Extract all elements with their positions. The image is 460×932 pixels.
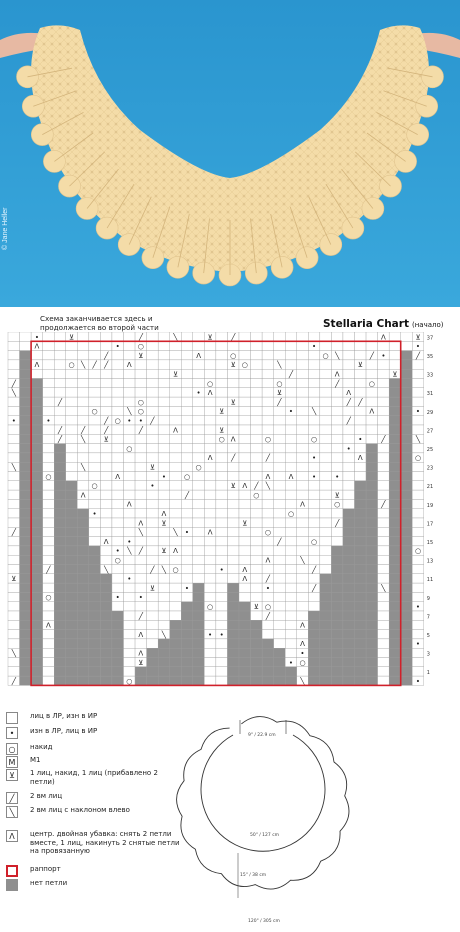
svg-text:╱: ╱: [335, 379, 340, 388]
svg-text:Λ: Λ: [161, 510, 167, 518]
svg-text:╲: ╲: [265, 482, 271, 491]
svg-text:⊻: ⊻: [276, 389, 282, 398]
repeat-box-icon: [6, 865, 18, 877]
svg-text:•: •: [219, 630, 224, 639]
row-number: 13: [426, 558, 434, 565]
svg-text:○: ○: [126, 677, 133, 686]
svg-text:╲: ╲: [381, 584, 386, 593]
svg-text:Λ: Λ: [242, 575, 248, 584]
legend-item: [6, 879, 180, 891]
svg-text:○: ○: [207, 603, 214, 611]
svg-text:╲: ╲: [80, 435, 86, 444]
svg-text:○: ○: [264, 603, 271, 611]
svg-text:╱: ╱: [80, 426, 86, 435]
chart-note-line2: продолжается во второй части: [40, 323, 159, 332]
svg-text:•: •: [127, 575, 132, 584]
svg-text:╱: ╱: [104, 426, 109, 435]
svg-text:╱: ╱: [46, 565, 51, 574]
row-number: 1: [426, 670, 430, 677]
legend-item: [6, 756, 180, 768]
svg-text:Λ: Λ: [242, 565, 248, 574]
row-number: 25: [426, 447, 434, 453]
legend-label: центр. двойная убавка: снять 2 петли вместе, 1 лиц, накинуть 2 снятые петли на провязанную: [30, 830, 180, 855]
svg-text:╱: ╱: [265, 612, 271, 621]
svg-text:╲: ╲: [335, 351, 340, 360]
svg-text:•: •: [358, 435, 363, 444]
svg-text:╱: ╱: [254, 482, 259, 491]
svg-text:╲: ╲: [311, 407, 317, 416]
row-number: 3: [426, 651, 430, 658]
svg-text:╲: ╲: [11, 649, 16, 658]
svg-text:╱: ╱: [231, 454, 236, 463]
row-number: 37: [426, 335, 434, 342]
svg-text:○: ○: [311, 537, 318, 546]
svg-text:○: ○: [114, 556, 121, 565]
svg-text:Λ: Λ: [381, 333, 386, 342]
svg-text:•: •: [34, 333, 39, 342]
svg-text:Λ: Λ: [207, 454, 213, 463]
svg-text:•: •: [288, 658, 294, 667]
svg-text:╱: ╱: [346, 398, 351, 407]
svg-text:⊻: ⊻: [207, 333, 213, 342]
legend-item: [6, 769, 180, 786]
svg-text:⊻: ⊻: [149, 463, 155, 472]
svg-text:•: •: [288, 407, 294, 416]
svg-text:╱: ╱: [11, 677, 16, 686]
svg-text:⊻: ⊻: [149, 584, 155, 593]
svg-text:•: •: [312, 342, 317, 351]
svg-text:Λ: Λ: [346, 389, 352, 398]
legend-label: 2 вм лиц: [30, 792, 63, 800]
svg-text:Λ: Λ: [300, 621, 305, 630]
row-number: 23: [426, 465, 434, 472]
svg-text:○: ○: [322, 351, 329, 360]
svg-text:⊻: ⊻: [230, 398, 236, 407]
legend-item: [6, 743, 180, 755]
svg-text:Λ: Λ: [207, 389, 213, 398]
svg-text:○: ○: [287, 510, 295, 518]
svg-text:╱: ╱: [335, 519, 340, 528]
legend-label: лиц в ЛР, изн в ИР: [30, 712, 98, 720]
svg-text:•: •: [265, 584, 270, 593]
svg-text:╱: ╱: [265, 575, 271, 584]
svg-text:Λ: Λ: [265, 472, 271, 481]
svg-text:Λ: Λ: [138, 519, 144, 528]
svg-text:╱: ╱: [381, 435, 386, 444]
svg-text:╱: ╱: [11, 379, 16, 388]
double-decrease-icon: Λ: [6, 830, 18, 842]
svg-text:•: •: [312, 472, 317, 481]
svg-text:⊻: ⊻: [11, 575, 17, 584]
svg-text:╲: ╲: [127, 407, 132, 416]
svg-text:Λ: Λ: [138, 649, 144, 658]
svg-text:╲: ╲: [277, 361, 282, 370]
svg-text:•: •: [415, 677, 421, 686]
svg-text:╱: ╱: [346, 417, 351, 425]
svg-text:⊻: ⊻: [392, 370, 398, 379]
legend-item: [6, 727, 180, 739]
svg-text:Λ: Λ: [300, 500, 305, 509]
svg-text:╱: ╱: [11, 528, 16, 537]
svg-text:╱: ╱: [138, 547, 143, 556]
legend-label: M1: [30, 756, 41, 764]
svg-text:Λ: Λ: [173, 426, 178, 435]
svg-text:╲: ╲: [138, 528, 143, 537]
svg-text:○: ○: [414, 454, 422, 463]
svg-text:•: •: [346, 444, 351, 453]
svg-text:Λ: Λ: [126, 500, 132, 509]
schematic-drawing: [168, 708, 460, 928]
svg-text:•: •: [381, 351, 386, 360]
svg-text:•: •: [115, 593, 120, 602]
svg-text:⊻: ⊻: [357, 361, 363, 370]
svg-text:Λ: Λ: [34, 342, 40, 351]
ssk-icon: ╲: [6, 806, 18, 818]
svg-text:⊻: ⊻: [103, 435, 109, 444]
svg-text:○: ○: [91, 482, 98, 491]
svg-text:•: •: [127, 537, 132, 546]
svg-text:╱: ╱: [231, 333, 236, 342]
row-number: 27: [426, 428, 434, 435]
legend-label: накид: [30, 743, 53, 751]
legend-item: [6, 712, 180, 724]
row-number: 19: [426, 502, 434, 509]
svg-text:╲: ╲: [161, 565, 167, 574]
svg-text:╱: ╱: [184, 491, 190, 500]
svg-text:╲: ╲: [300, 677, 305, 686]
svg-text:⊻: ⊻: [138, 658, 144, 667]
svg-text:•: •: [415, 342, 421, 351]
svg-text:•: •: [219, 565, 224, 574]
svg-text:Λ: Λ: [173, 547, 178, 556]
svg-text:╱: ╱: [381, 500, 386, 509]
svg-text:╱: ╱: [150, 565, 155, 574]
svg-text:○: ○: [241, 361, 248, 370]
svg-text:•: •: [184, 528, 190, 537]
svg-text:╲: ╲: [80, 361, 86, 370]
svg-text:•: •: [92, 510, 97, 518]
svg-text:○: ○: [207, 379, 214, 388]
svg-text:⊻: ⊻: [138, 351, 144, 360]
svg-text:○: ○: [311, 435, 318, 444]
svg-text:○: ○: [45, 593, 52, 602]
svg-text:╲: ╲: [104, 565, 109, 574]
svg-text:•: •: [300, 649, 305, 658]
svg-text:Λ: Λ: [34, 361, 40, 370]
dot-icon: •: [6, 727, 18, 739]
svg-text:╱: ╱: [104, 417, 109, 425]
svg-text:Λ: Λ: [207, 528, 213, 537]
svg-text:•: •: [196, 389, 201, 398]
row-number: 11: [426, 577, 434, 584]
svg-text:╱: ╱: [265, 454, 271, 463]
row-number: 9: [426, 595, 430, 602]
svg-text:╱: ╱: [358, 398, 363, 407]
svg-text:Λ: Λ: [80, 491, 86, 500]
svg-text:○: ○: [276, 379, 283, 388]
legend-item: [6, 806, 180, 818]
svg-text:•: •: [115, 342, 120, 351]
svg-text:⊻: ⊻: [415, 333, 421, 342]
svg-text:○: ○: [264, 528, 271, 537]
svg-text:•: •: [11, 417, 16, 425]
svg-text:○: ○: [368, 379, 375, 388]
svg-text:╱: ╱: [138, 426, 143, 435]
shawl-photo: [0, 0, 460, 307]
svg-text:╲: ╲: [11, 389, 16, 398]
svg-text:╱: ╱: [288, 370, 294, 379]
svg-text:⊻: ⊻: [172, 370, 179, 379]
svg-text:○: ○: [183, 472, 191, 481]
svg-text:╲: ╲: [11, 463, 16, 472]
schematic-inner-length: 50" / 127 cm: [250, 833, 280, 838]
svg-text:╱: ╱: [57, 435, 63, 444]
svg-text:○: ○: [114, 417, 121, 425]
svg-text:○: ○: [230, 351, 237, 360]
svg-text:•: •: [415, 603, 421, 611]
svg-text:•: •: [312, 454, 317, 463]
svg-text:○: ○: [126, 444, 133, 453]
svg-text:○: ○: [137, 342, 144, 351]
no-stitch-icon: [6, 879, 18, 891]
row-number: 35: [426, 354, 434, 360]
legend-label: нет петли: [30, 879, 68, 887]
svg-text:⊻: ⊻: [68, 333, 75, 342]
row-number: 17: [426, 521, 434, 528]
svg-text:○: ○: [45, 472, 52, 481]
svg-text:╱: ╱: [104, 361, 109, 370]
svg-text:Λ: Λ: [288, 472, 294, 481]
svg-text:╲: ╲: [127, 547, 132, 556]
svg-text:╱: ╱: [369, 351, 374, 360]
shawl-illustration: [0, 0, 460, 307]
svg-text:⊻: ⊻: [230, 361, 236, 370]
svg-text:Λ: Λ: [103, 537, 109, 546]
svg-text:Λ: Λ: [300, 640, 305, 649]
svg-text:Λ: Λ: [230, 435, 236, 444]
svg-text:╱: ╱: [57, 398, 63, 407]
svg-text:○: ○: [195, 463, 202, 472]
chart-note-line1: Схема заканчивается здесь и: [40, 314, 153, 323]
svg-text:Λ: Λ: [265, 556, 271, 565]
legend-item: [6, 792, 180, 804]
svg-text:⊻: ⊻: [161, 547, 167, 556]
svg-text:⊻: ⊻: [219, 407, 225, 416]
svg-text:○: ○: [264, 435, 271, 444]
svg-text:Λ: Λ: [115, 472, 121, 481]
m1-icon: M: [6, 756, 18, 768]
k2tog-icon: ╱: [6, 792, 18, 804]
row-number: 15: [426, 540, 434, 546]
svg-text:•: •: [150, 482, 155, 491]
svg-text:╱: ╱: [415, 351, 421, 360]
svg-text:╱: ╱: [277, 398, 282, 407]
svg-text:○: ○: [253, 491, 260, 500]
svg-text:•: •: [161, 472, 166, 481]
knitting-chart: [0, 332, 460, 704]
svg-text:Λ: Λ: [46, 621, 51, 630]
legend-label: 1 лиц, накид, 1 лиц (прибавлено 2 петли): [30, 769, 158, 786]
svg-text:•: •: [335, 472, 340, 481]
schematic-outer-length: 120" / 305 cm: [248, 919, 280, 924]
svg-text:Λ: Λ: [242, 482, 248, 491]
legend-item: [6, 830, 180, 856]
svg-text:○: ○: [91, 407, 98, 416]
increase-icon: ⊻: [6, 769, 18, 781]
svg-text:Λ: Λ: [334, 370, 340, 379]
yarn-over-icon: ○: [6, 743, 18, 755]
svg-text:•: •: [127, 417, 132, 425]
svg-text:•: •: [415, 640, 421, 649]
svg-text:╱: ╱: [104, 351, 109, 360]
svg-text:•: •: [115, 547, 120, 556]
empty-square-icon: [6, 712, 18, 724]
svg-text:Λ: Λ: [138, 630, 144, 639]
svg-text:⊻: ⊻: [219, 426, 225, 435]
svg-text:○: ○: [414, 547, 422, 556]
svg-text:╲: ╲: [161, 630, 167, 639]
legend-label: раппорт: [30, 865, 61, 873]
svg-text:╲: ╲: [173, 333, 178, 342]
schematic-depth: 15" / 38 cm: [240, 873, 267, 878]
svg-text:╱: ╱: [57, 426, 63, 435]
svg-text:╱: ╱: [150, 417, 155, 425]
svg-text:╲: ╲: [300, 556, 305, 565]
svg-text:○: ○: [137, 407, 144, 416]
row-number: 33: [426, 372, 434, 379]
legend-label: изн в ЛР, лиц в ИР: [30, 727, 98, 735]
svg-text:╱: ╱: [311, 565, 317, 574]
photo-credit: © Jane Heller: [2, 207, 9, 250]
shawl-schematic: [168, 708, 460, 928]
svg-text:⊻: ⊻: [242, 519, 248, 528]
svg-text:╱: ╱: [138, 612, 143, 621]
svg-text:Λ: Λ: [196, 351, 201, 360]
svg-text:⊻: ⊻: [334, 491, 340, 500]
schematic-top-width: 9" / 22.9 cm: [248, 733, 276, 738]
svg-text:╲: ╲: [415, 435, 421, 444]
chart-title-text: Stellaria Chart: [323, 318, 409, 330]
svg-text:╱: ╱: [277, 537, 282, 546]
svg-text:╱: ╱: [138, 333, 143, 342]
svg-text:•: •: [208, 630, 213, 639]
svg-text:○: ○: [172, 565, 179, 574]
chart-subtitle: (начало): [411, 321, 444, 329]
row-number: 7: [426, 614, 430, 621]
svg-text:•: •: [138, 593, 143, 602]
svg-text:⊻: ⊻: [230, 482, 236, 491]
svg-text:Λ: Λ: [126, 361, 132, 370]
svg-text:╲: ╲: [80, 463, 86, 472]
svg-text:Λ: Λ: [357, 454, 363, 463]
legend-item: [6, 865, 180, 877]
row-number: 29: [426, 409, 434, 416]
svg-text:•: •: [184, 584, 190, 593]
row-number: 5: [426, 633, 430, 639]
svg-text:⊻: ⊻: [253, 603, 259, 611]
svg-text:⊻: ⊻: [161, 519, 167, 528]
svg-text:•: •: [415, 407, 421, 416]
svg-text:○: ○: [68, 361, 75, 370]
svg-text:○: ○: [334, 500, 341, 509]
svg-text:╱: ╱: [92, 361, 97, 370]
svg-text:•: •: [46, 417, 51, 425]
row-number: 21: [426, 484, 434, 491]
svg-text:╱: ╱: [311, 584, 317, 593]
svg-text:•: •: [138, 417, 143, 425]
chart-note: [40, 314, 300, 332]
legend-label: 2 вм лиц с наклоном влево: [30, 806, 130, 814]
svg-text:○: ○: [218, 435, 225, 444]
svg-text:╲: ╲: [173, 528, 178, 537]
svg-text:○: ○: [299, 658, 306, 667]
chart-title: [323, 318, 443, 330]
svg-text:○: ○: [137, 398, 144, 407]
row-number: 31: [426, 391, 434, 398]
svg-text:Λ: Λ: [369, 407, 375, 416]
